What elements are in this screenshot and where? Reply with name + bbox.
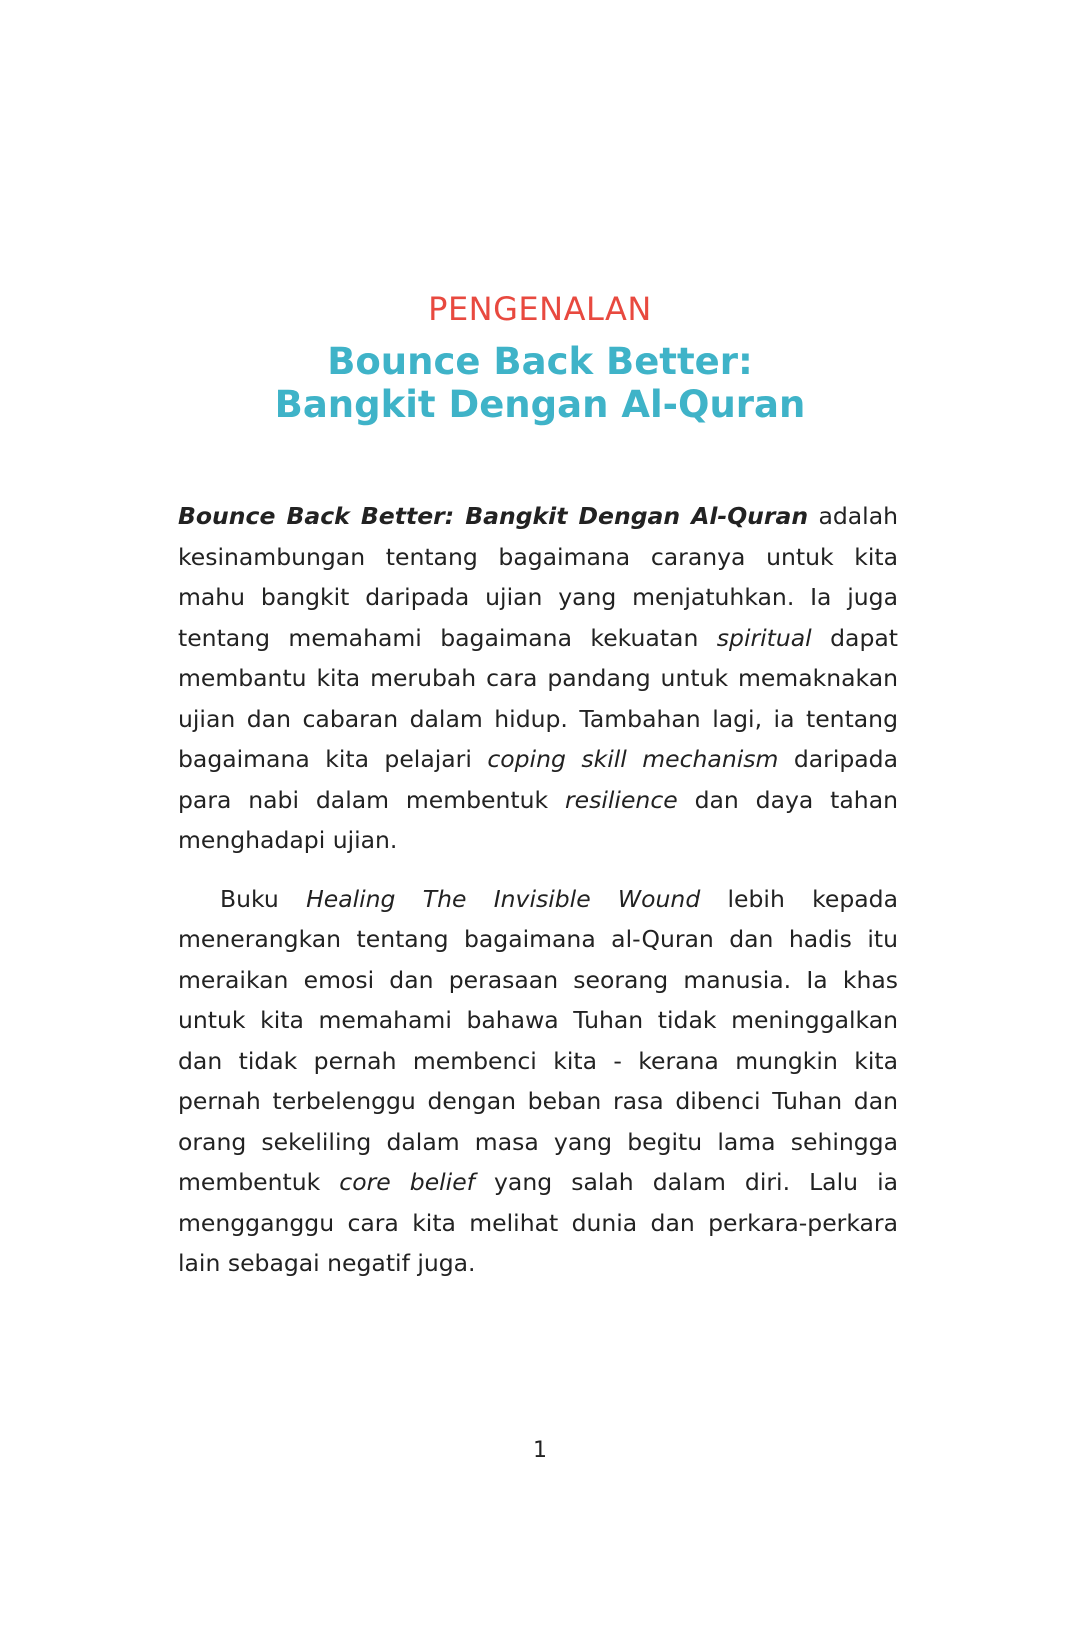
italic-term-resilience: resilience	[565, 785, 678, 814]
chapter-heading	[0, 288, 1080, 426]
chapter-title	[0, 340, 1080, 426]
paragraph-2-text-3: yang salah dalam diri. Lalu ia mengganggu cara kita melihat dunia dan perkara-perkara lain sebagai negatif juga.	[178, 1168, 899, 1277]
paragraph-1-text-1: adalah kesinambungan tentang bagaimana caranya untuk kita mahu bangkit daripada ujian yang menjatuhkan. Ia juga tentang memahami bagaimana kekuatan	[178, 502, 898, 652]
chapter-title-line-1: Bounce Back Better:	[327, 340, 753, 383]
paragraph-1-text-3: daripada para nabi dalam membentuk	[178, 745, 898, 814]
paragraph-1-text-4: dan daya tahan menghadapi ujian.	[178, 785, 898, 854]
italic-term-coping: coping skill mechanism	[487, 745, 779, 773]
paragraph-2-text-2: lebih kepada menerangkan tentang bagaimana al-Quran dan hadis itu meraikan emosi dan perasaan seorang manusia. Ia khas untuk kita memahami bahawa Tuhan tidak meninggalkan dan tidak pernah membenci kita - kerana mungkin kita pernah terbelenggu dengan beban rasa dibenci Tuhan dan orang sekeliling dalam masa yang begitu lama sehingga membentuk	[178, 884, 898, 1196]
paragraph-1-text-2: dapat membantu kita merubah cara pandang untuk memaknakan ujian dan cabaran dalam hidup. Tambahan lagi, ia tentang bagaimana kita pelajari	[178, 623, 898, 773]
page-number: 1	[533, 1438, 547, 1463]
paragraph-2	[178, 879, 898, 1284]
italic-term-spiritual: spiritual	[716, 623, 812, 652]
paragraph-2-text-1: Buku	[220, 884, 307, 913]
body-text	[178, 496, 898, 1284]
italic-book-title: Healing The Invisible Wound	[306, 884, 701, 913]
chapter-title-line-2: Bangkit Dengan Al-Quran	[274, 383, 806, 426]
italic-term-core-belief: core belief	[339, 1168, 475, 1196]
chapter-label: PENGENALAN	[428, 290, 652, 328]
book-title-emphasis: Bounce Back Better: Bangkit Dengan Al-Quran	[178, 502, 809, 530]
paragraph-1	[178, 496, 898, 861]
